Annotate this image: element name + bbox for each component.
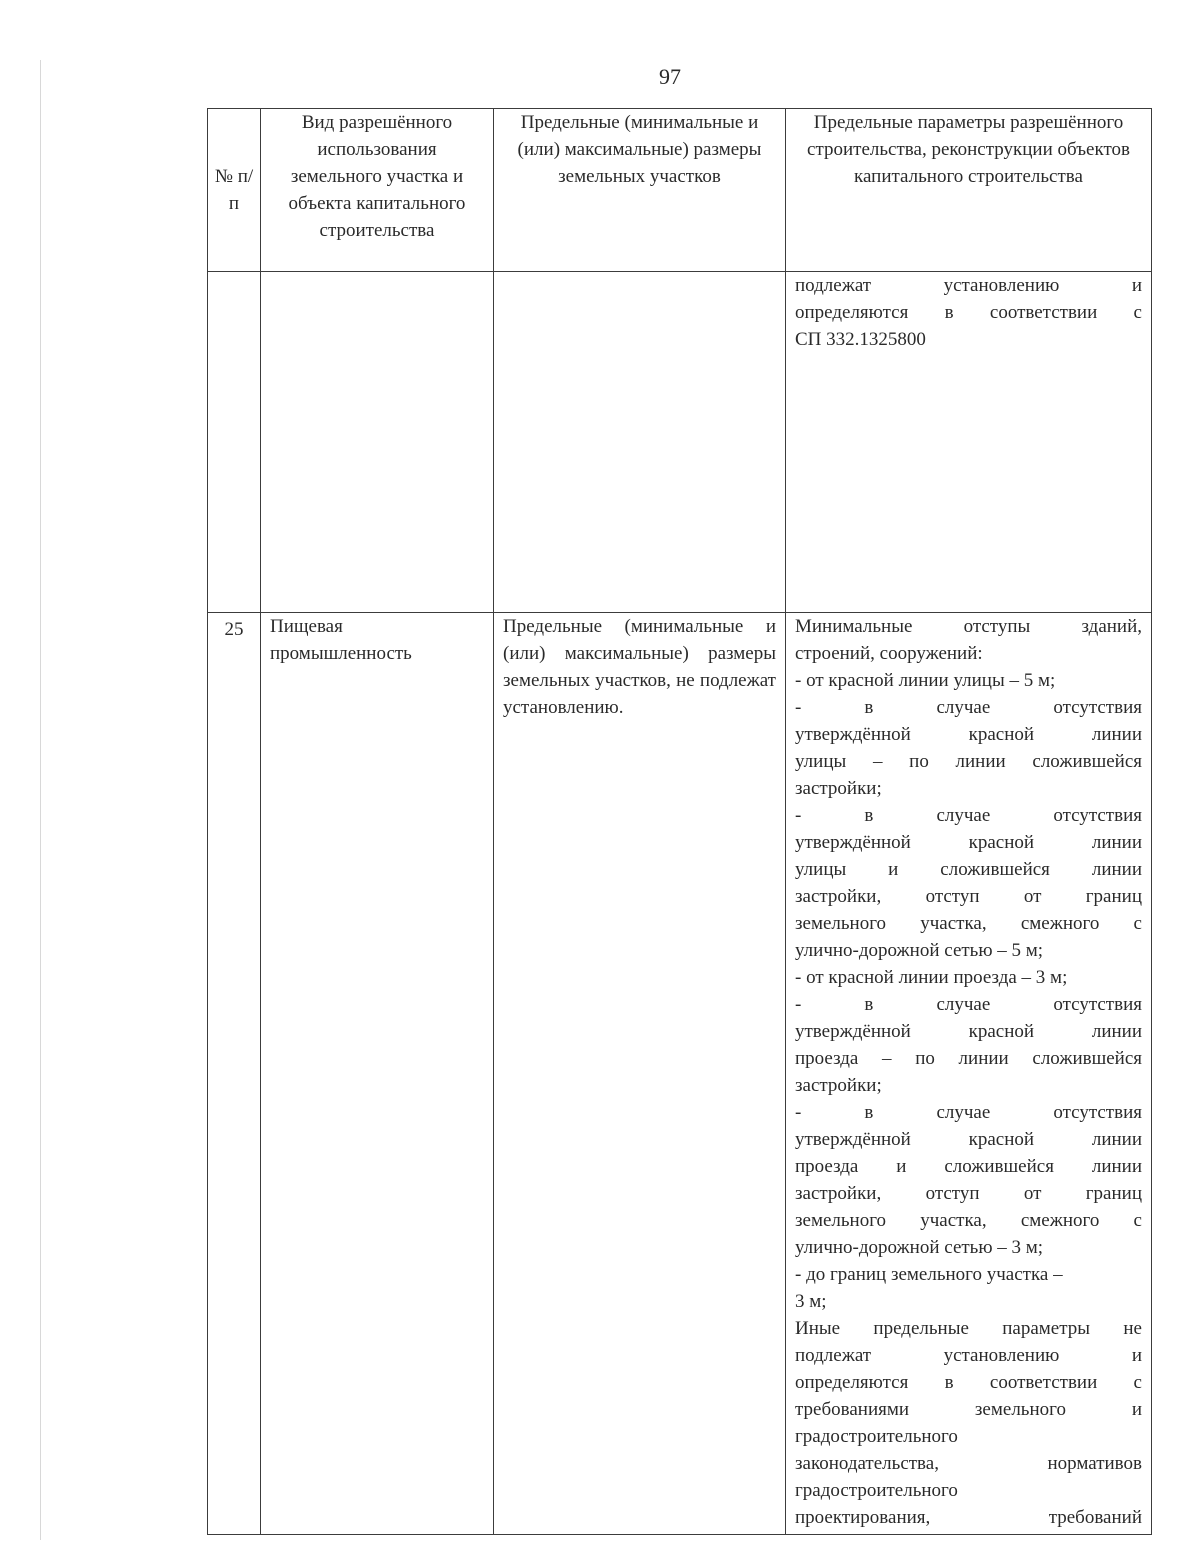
param-line: застройки; [795,1075,882,1096]
param-line: определяются в соответствии с [795,1372,1142,1393]
table-row-25 [208,613,1152,1535]
param-line: подлежат установлению и [795,1345,1142,1366]
param-line: определяются в соответствии с [795,302,1142,323]
param-line: утверждённой красной линии [795,1021,1142,1042]
param-line: земельного участка, смежного с [795,1210,1142,1231]
param-line: утверждённой красной линии [795,724,1142,745]
header-number: № п/п [208,109,261,272]
param-line: утверждённой красной линии [795,1129,1142,1150]
cell-number: 25 [208,613,261,1535]
param-line: проектирования, требований [795,1507,1142,1528]
param-line: проезда и сложившейся линии [795,1156,1142,1177]
param-line: градостроительного [795,1426,958,1447]
header-plot-sizes: Предельные (минимальные и (или) максимальные) размеры земельных участков [494,109,786,272]
cell-use-type [261,272,494,613]
param-line: улицы – по линии сложившейся [795,751,1142,772]
param-line: Иные предельные параметры не [795,1318,1142,1339]
param-line: подлежат установлению и [795,275,1142,296]
param-line: требованиями земельного и [795,1399,1142,1420]
param-line: - до границ земельного участка – [795,1264,1063,1285]
param-line: - в случае отсутствия [795,1102,1142,1123]
cell-number [208,272,261,613]
page-number: 97 [659,64,681,89]
param-line: СП 332.1325800 [795,329,926,350]
cell-building-params [786,613,1152,1535]
param-line: застройки, отступ от границ [795,1183,1142,1204]
param-line: улично-дорожной сетью – 3 м; [795,1237,1044,1258]
cell-use-type: Пищевая промышленность [261,613,494,1535]
param-line: - в случае отсутствия [795,805,1142,826]
param-line: - в случае отсутствия [795,994,1142,1015]
cell-plot-sizes: Предельные (минимальные и (или) максимальные) размеры земельных участков, не подлежат установлению. [494,613,786,1535]
param-line: утверждённой красной линии [795,832,1142,853]
table-header-row [208,109,1152,272]
param-line: градостроительного [795,1480,958,1501]
table-row-continuation [208,272,1152,613]
param-line: улицы и сложившейся линии [795,859,1142,880]
param-line: Минимальные отступы зданий, [795,616,1142,637]
param-line: проезда – по линии сложившейся [795,1048,1142,1069]
param-line: застройки; [795,778,882,799]
param-line: строений, сооружений: [795,643,983,664]
param-line: улично-дорожной сетью – 5 м; [795,940,1044,961]
param-line: земельного участка, смежного с [795,913,1142,934]
param-line: застройки, отступ от границ [795,886,1142,907]
param-line: - в случае отсутствия [795,697,1142,718]
param-line: законодательства, нормативов [795,1453,1142,1474]
cell-plot-sizes [494,272,786,613]
regulations-table [207,108,1152,1535]
param-line: - от красной линии улицы – 5 м; [795,670,1056,691]
cell-building-params [786,272,1152,613]
header-building-params: Предельные параметры разрешённого строительства, реконструкции объектов капитального строительства [786,109,1152,272]
header-use-type: Вид разрешённого использования земельного участка и объекта капитального строительства [261,109,494,272]
param-line: 3 м; [795,1291,827,1312]
param-line: - от красной линии проезда – 3 м; [795,967,1068,988]
scan-margin-line [40,60,41,1540]
